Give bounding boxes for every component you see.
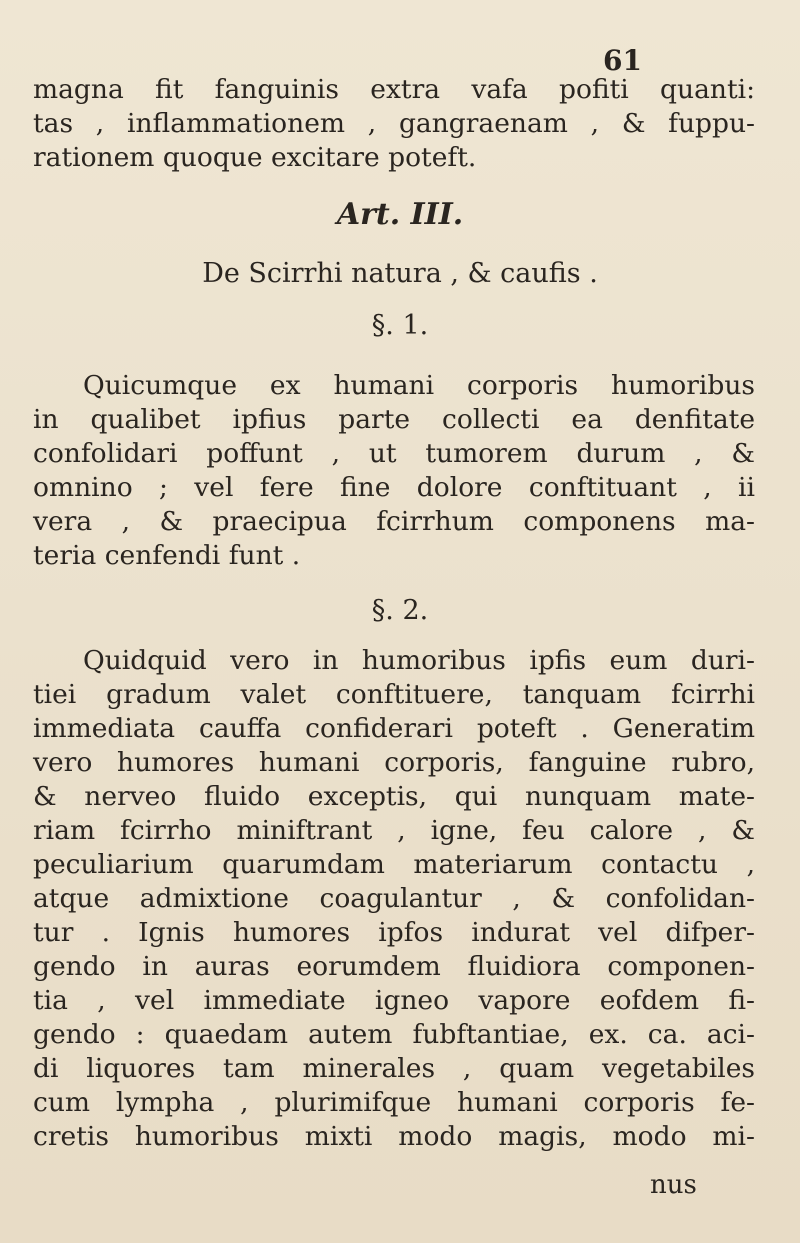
text-line: omnino ; vel fere fine dolore conftituant , ii — [33, 472, 755, 503]
text-line: cretis humoribus mixti modo magis, modo mi- — [33, 1121, 755, 1152]
catchword: nus — [650, 1170, 697, 1200]
text-line: rationem quoque excitare poteft. — [33, 142, 477, 173]
section-label: §. 1. — [371, 310, 429, 341]
text-line: & nerveo fluido exceptis, qui nunquam mate- — [33, 781, 755, 812]
text-line: immediata cauffa confiderari poteft . Generatim — [33, 713, 755, 744]
text-line: riam fcirrho miniftrant , igne, feu calore , & — [33, 815, 755, 846]
text-line: cum lympha , plurimifque humani corporis fe- — [33, 1087, 755, 1118]
text-line: magna fit fanguinis extra vafa pofiti quanti: — [33, 74, 755, 105]
text-line: Quicumque ex humani corporis humoribus — [83, 370, 755, 401]
text-line: confolidari poffunt , ut tumorem durum , & — [33, 438, 755, 469]
text-line: vero humores humani corporis, fanguine rubro, — [33, 747, 755, 778]
text-line: teria cenfendi funt . — [33, 540, 301, 571]
text-line: Quidquid vero in humoribus ipfis eum duri- — [83, 645, 755, 676]
page-number: 61 — [603, 44, 642, 77]
text-line: atque admixtione coagulantur , & confolidan- — [33, 883, 755, 914]
text-line: di liquores tam minerales , quam vegetabiles — [33, 1053, 755, 1084]
text-line: gendo : quaedam autem fubftantiae, ex. ca. aci- — [33, 1019, 755, 1050]
text-line: gendo in auras eorumdem fluidiora componen- — [33, 951, 755, 982]
text-line: tia , vel immediate igneo vapore eofdem fi- — [33, 985, 755, 1016]
article-title: De Scirrhi natura , & caufis . — [202, 258, 598, 289]
text-line: peculiarium quarumdam materiarum contactu , — [33, 849, 755, 880]
article-heading: Art. III. — [336, 197, 464, 232]
text-line: in qualibet ipfius parte collecti ea denfitate — [33, 404, 755, 435]
section-label: §. 2. — [371, 595, 429, 626]
text-line: tiei gradum valet conftituere, tanquam fcirrhi — [33, 679, 755, 710]
text-line: tur . Ignis humores ipfos indurat vel difper- — [33, 917, 755, 948]
text-line: tas , inflammationem , gangraenam , & fuppu- — [33, 108, 755, 139]
text-line: vera , & praecipua fcirrhum componens ma- — [33, 506, 755, 537]
